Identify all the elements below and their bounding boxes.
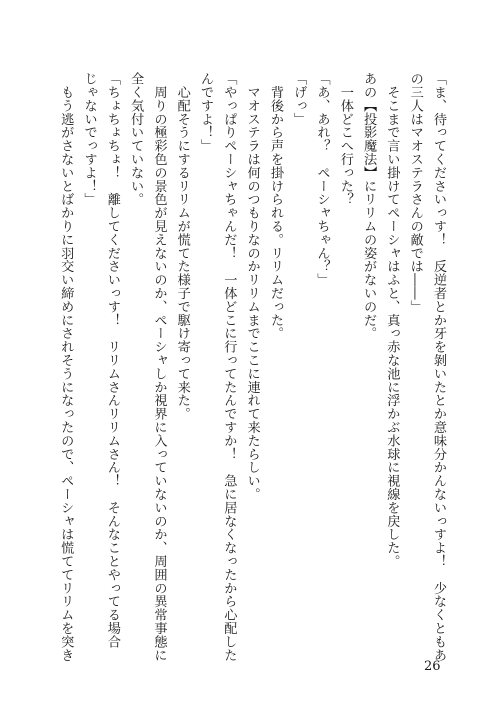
text-line: 「ま、待ってくださいっす！ 反逆者とか牙を剝いたとか意味分かんないっすよ！ 少なくともあ xyxy=(431,72,446,662)
text-line: 「げっ」 xyxy=(291,72,307,126)
text-line: 「あ、あれ？ ペーシャちゃん？」 xyxy=(314,72,330,287)
vertical-text-body xyxy=(54,72,450,662)
text-line: もう逃がさないとばかりに羽交い締めにされそうになったので、ペーシャは慌ててリリムを突き xyxy=(58,72,74,662)
text-line: 周りの極彩色の景色が見えないのか、ペーシャしか視界に入っていないのか、周囲の異常事態に xyxy=(151,72,167,662)
text-line: の三人はマオステラさんの敵では――」 xyxy=(407,72,423,314)
text-line: 「ちょちょちょ！ 離してくださいっす！ リリムさんリリムさん！ そんなことやってる場合 xyxy=(104,72,120,649)
text-line: 全く気付いていない。 xyxy=(128,72,144,206)
text-line: 「やっぱりペーシャちゃんだ！ 一体どこに行ってたんですか！ 急に居なくなったから心配した xyxy=(221,72,237,662)
text-line: マオステラは何のつもりなのかリリムまでここに連れて来たらしい。 xyxy=(244,72,260,501)
text-line: あの【投影魔法】にリリムの姿がないのだ。 xyxy=(361,72,377,340)
text-line: じゃないでっすよ！」 xyxy=(81,72,97,206)
text-line: んですよ！」 xyxy=(198,72,214,153)
text-line: 一体どこへ行った？ xyxy=(337,72,353,206)
page-number: 26 xyxy=(424,659,441,674)
text-line: 背後から声を掛けられる。リリムだった。 xyxy=(267,72,283,340)
text-line: 心配そうにするリリムが慌てた様子で駆け寄って来た。 xyxy=(174,72,190,421)
text-line: そこまで言い掛けてペーシャはふと、真っ赤な池に浮かぶ水球に視線を戻した。 xyxy=(384,72,400,568)
